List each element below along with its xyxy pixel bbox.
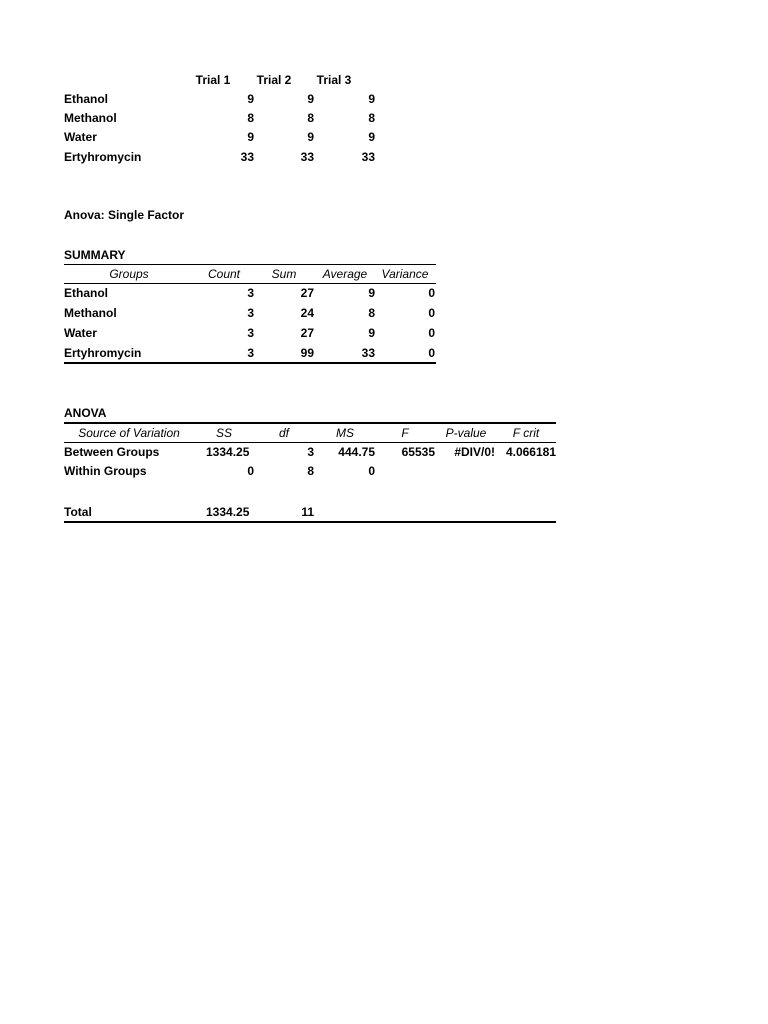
cell: 27 bbox=[300, 286, 314, 300]
cell: 0 bbox=[428, 326, 435, 340]
anova-header-ss: SS bbox=[215, 426, 232, 440]
summary-header-count: Count bbox=[207, 267, 241, 281]
cell: 1334.25 bbox=[206, 445, 250, 459]
summary-row-label: Water bbox=[64, 326, 97, 340]
anova-bottom-rule bbox=[64, 521, 556, 523]
cell: 1334.25 bbox=[206, 505, 250, 519]
cell: 9 bbox=[368, 326, 375, 340]
cell: 0 bbox=[368, 464, 375, 478]
cell: 0 bbox=[428, 306, 435, 320]
cell: 33 bbox=[361, 346, 375, 360]
cell: 9 bbox=[368, 286, 375, 300]
cell: 27 bbox=[300, 326, 314, 340]
cell: 11 bbox=[301, 505, 314, 519]
cell: 4.066181 bbox=[505, 445, 556, 459]
anova-header-f-crit: F crit bbox=[512, 426, 540, 440]
summary-row-label: Ertyhromycin bbox=[64, 346, 142, 360]
anova-header-source: Source of Variation bbox=[78, 426, 180, 440]
anova-top-rule bbox=[64, 422, 556, 424]
cell: 33 bbox=[300, 150, 314, 164]
cell: 3 bbox=[247, 326, 254, 340]
summary-header-rule bbox=[64, 283, 436, 284]
cell: 0 bbox=[247, 464, 254, 478]
summary-row-label: Methanol bbox=[64, 306, 117, 320]
cell: 9 bbox=[247, 92, 254, 106]
cell: 3 bbox=[247, 306, 254, 320]
row-label: Ertyhromycin bbox=[64, 150, 142, 164]
cell: 9 bbox=[307, 130, 314, 144]
cell: #DIV/0! bbox=[454, 445, 495, 459]
summary-header-sum: Sum bbox=[271, 267, 297, 281]
anova-row-label: Within Groups bbox=[64, 464, 147, 478]
cell: 33 bbox=[361, 150, 375, 164]
cell: 8 bbox=[368, 306, 375, 320]
cell: 0 bbox=[428, 286, 435, 300]
cell: 9 bbox=[307, 92, 314, 106]
cell: 33 bbox=[240, 150, 254, 164]
anova-header-rule bbox=[64, 442, 556, 443]
summary-header-average: Average bbox=[322, 267, 368, 281]
anova-table-title: ANOVA bbox=[64, 406, 107, 420]
summary-header-groups: Groups bbox=[109, 267, 149, 281]
summary-row-label: Ethanol bbox=[64, 286, 108, 300]
cell: 0 bbox=[428, 346, 435, 360]
anova-header-ms: MS bbox=[336, 426, 354, 440]
cell: 3 bbox=[247, 346, 254, 360]
anova-row-label: Total bbox=[64, 505, 92, 519]
cell: 444.75 bbox=[338, 445, 375, 459]
cell: 9 bbox=[368, 92, 375, 106]
cell: 65535 bbox=[401, 445, 435, 459]
anova-header-df: df bbox=[278, 426, 289, 440]
header-trial-3: Trial 3 bbox=[316, 73, 352, 87]
cell: 24 bbox=[300, 306, 314, 320]
cell: 9 bbox=[247, 130, 254, 144]
row-label: Water bbox=[64, 130, 97, 144]
row-label: Ethanol bbox=[64, 92, 108, 106]
cell: 8 bbox=[307, 111, 314, 125]
cell: 9 bbox=[368, 130, 375, 144]
anova-header-p-value: P-value bbox=[445, 426, 487, 440]
summary-header-variance: Variance bbox=[381, 267, 429, 281]
summary-title: SUMMARY bbox=[64, 248, 126, 262]
summary-bottom-rule bbox=[64, 362, 436, 364]
cell: 3 bbox=[247, 286, 254, 300]
cell: 8 bbox=[368, 111, 375, 125]
cell: 3 bbox=[307, 445, 314, 459]
summary-top-rule bbox=[64, 264, 436, 265]
row-label: Methanol bbox=[64, 111, 117, 125]
anova-row-label: Between Groups bbox=[64, 445, 160, 459]
header-trial-1: Trial 1 bbox=[195, 73, 231, 87]
anova-header-f: F bbox=[401, 426, 409, 440]
cell: 8 bbox=[307, 464, 314, 478]
header-trial-2: Trial 2 bbox=[256, 73, 292, 87]
cell: 99 bbox=[300, 346, 314, 360]
anova-title: Anova: Single Factor bbox=[64, 208, 185, 222]
cell: 8 bbox=[247, 111, 254, 125]
